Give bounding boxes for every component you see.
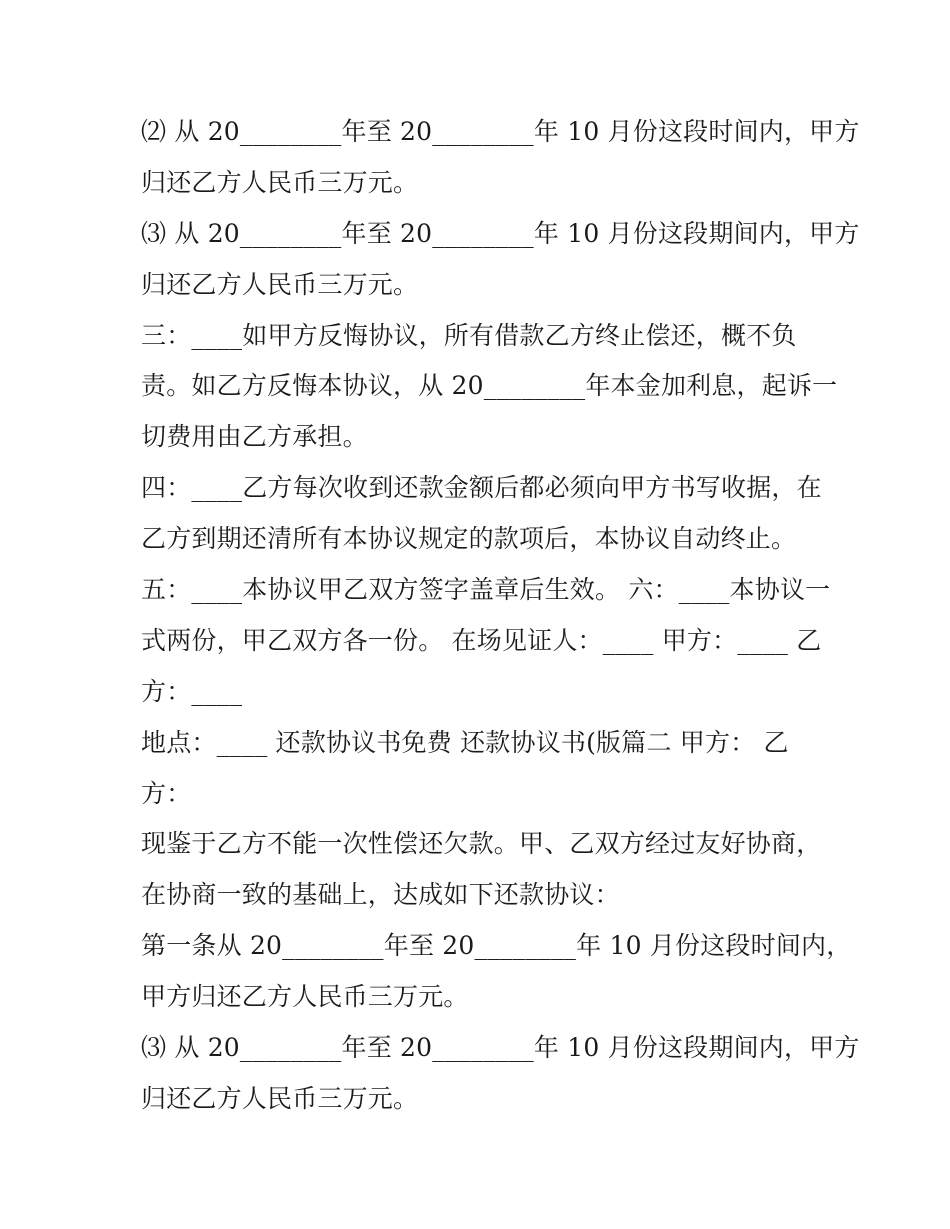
text-line: 方： [141,778,192,808]
document-page [141,107,860,1125]
text-line: 归还乙方人民币三万元。 [141,269,419,299]
text-line: ⑵ 从 20________年至 20________年 10 月份这段时间内，甲方 [141,117,860,146]
text-line: 三：____如甲方反悔协议，所有借款乙方终止偿还，概不负 [141,320,797,350]
text-line: 地点：____ 还款协议书免费 还款协议书(版篇二 甲方： 乙 [141,727,789,757]
text-line: 在协商一致的基础上，达成如下还款协议： [141,880,620,910]
text-line: 方：____ [141,676,243,706]
text-line: 切费用由乙方承担。 [141,422,368,452]
text-line: ⑶ 从 20________年至 20________年 10 月份这段期间内，甲方 [141,218,860,248]
text-line: 归还乙方人民币三万元。 [141,167,419,197]
text-line: 乙方到期还清所有本协议规定的款项后，本协议自动终止。 [141,524,797,554]
text-line: 五：____本协议甲乙双方签字盖章后生效。 六：____本协议一 [141,575,831,605]
text-line: 归还乙方人民币三万元。 [141,1083,419,1113]
text-line: 甲方归还乙方人民币三万元。 [141,982,469,1012]
text-line: 第一条从 20________年至 20________年 10 月份这段时间内， [141,931,852,961]
text-line: ⑶ 从 20________年至 20________年 10 月份这段期间内，甲方 [141,1033,860,1063]
text-line: 式两份，甲乙双方各一份。 在场见证人：____ 甲方：____ 乙 [141,625,822,655]
text-line: 责。如乙方反悔本协议，从 20________年本金加利息，起诉一 [141,371,838,401]
text-line: 现鉴于乙方不能一次性偿还欠款。甲、乙双方经过友好协商， [141,829,822,859]
text-line: 四：____乙方每次收到还款金额后都必须向甲方书写收据，在 [141,473,822,503]
